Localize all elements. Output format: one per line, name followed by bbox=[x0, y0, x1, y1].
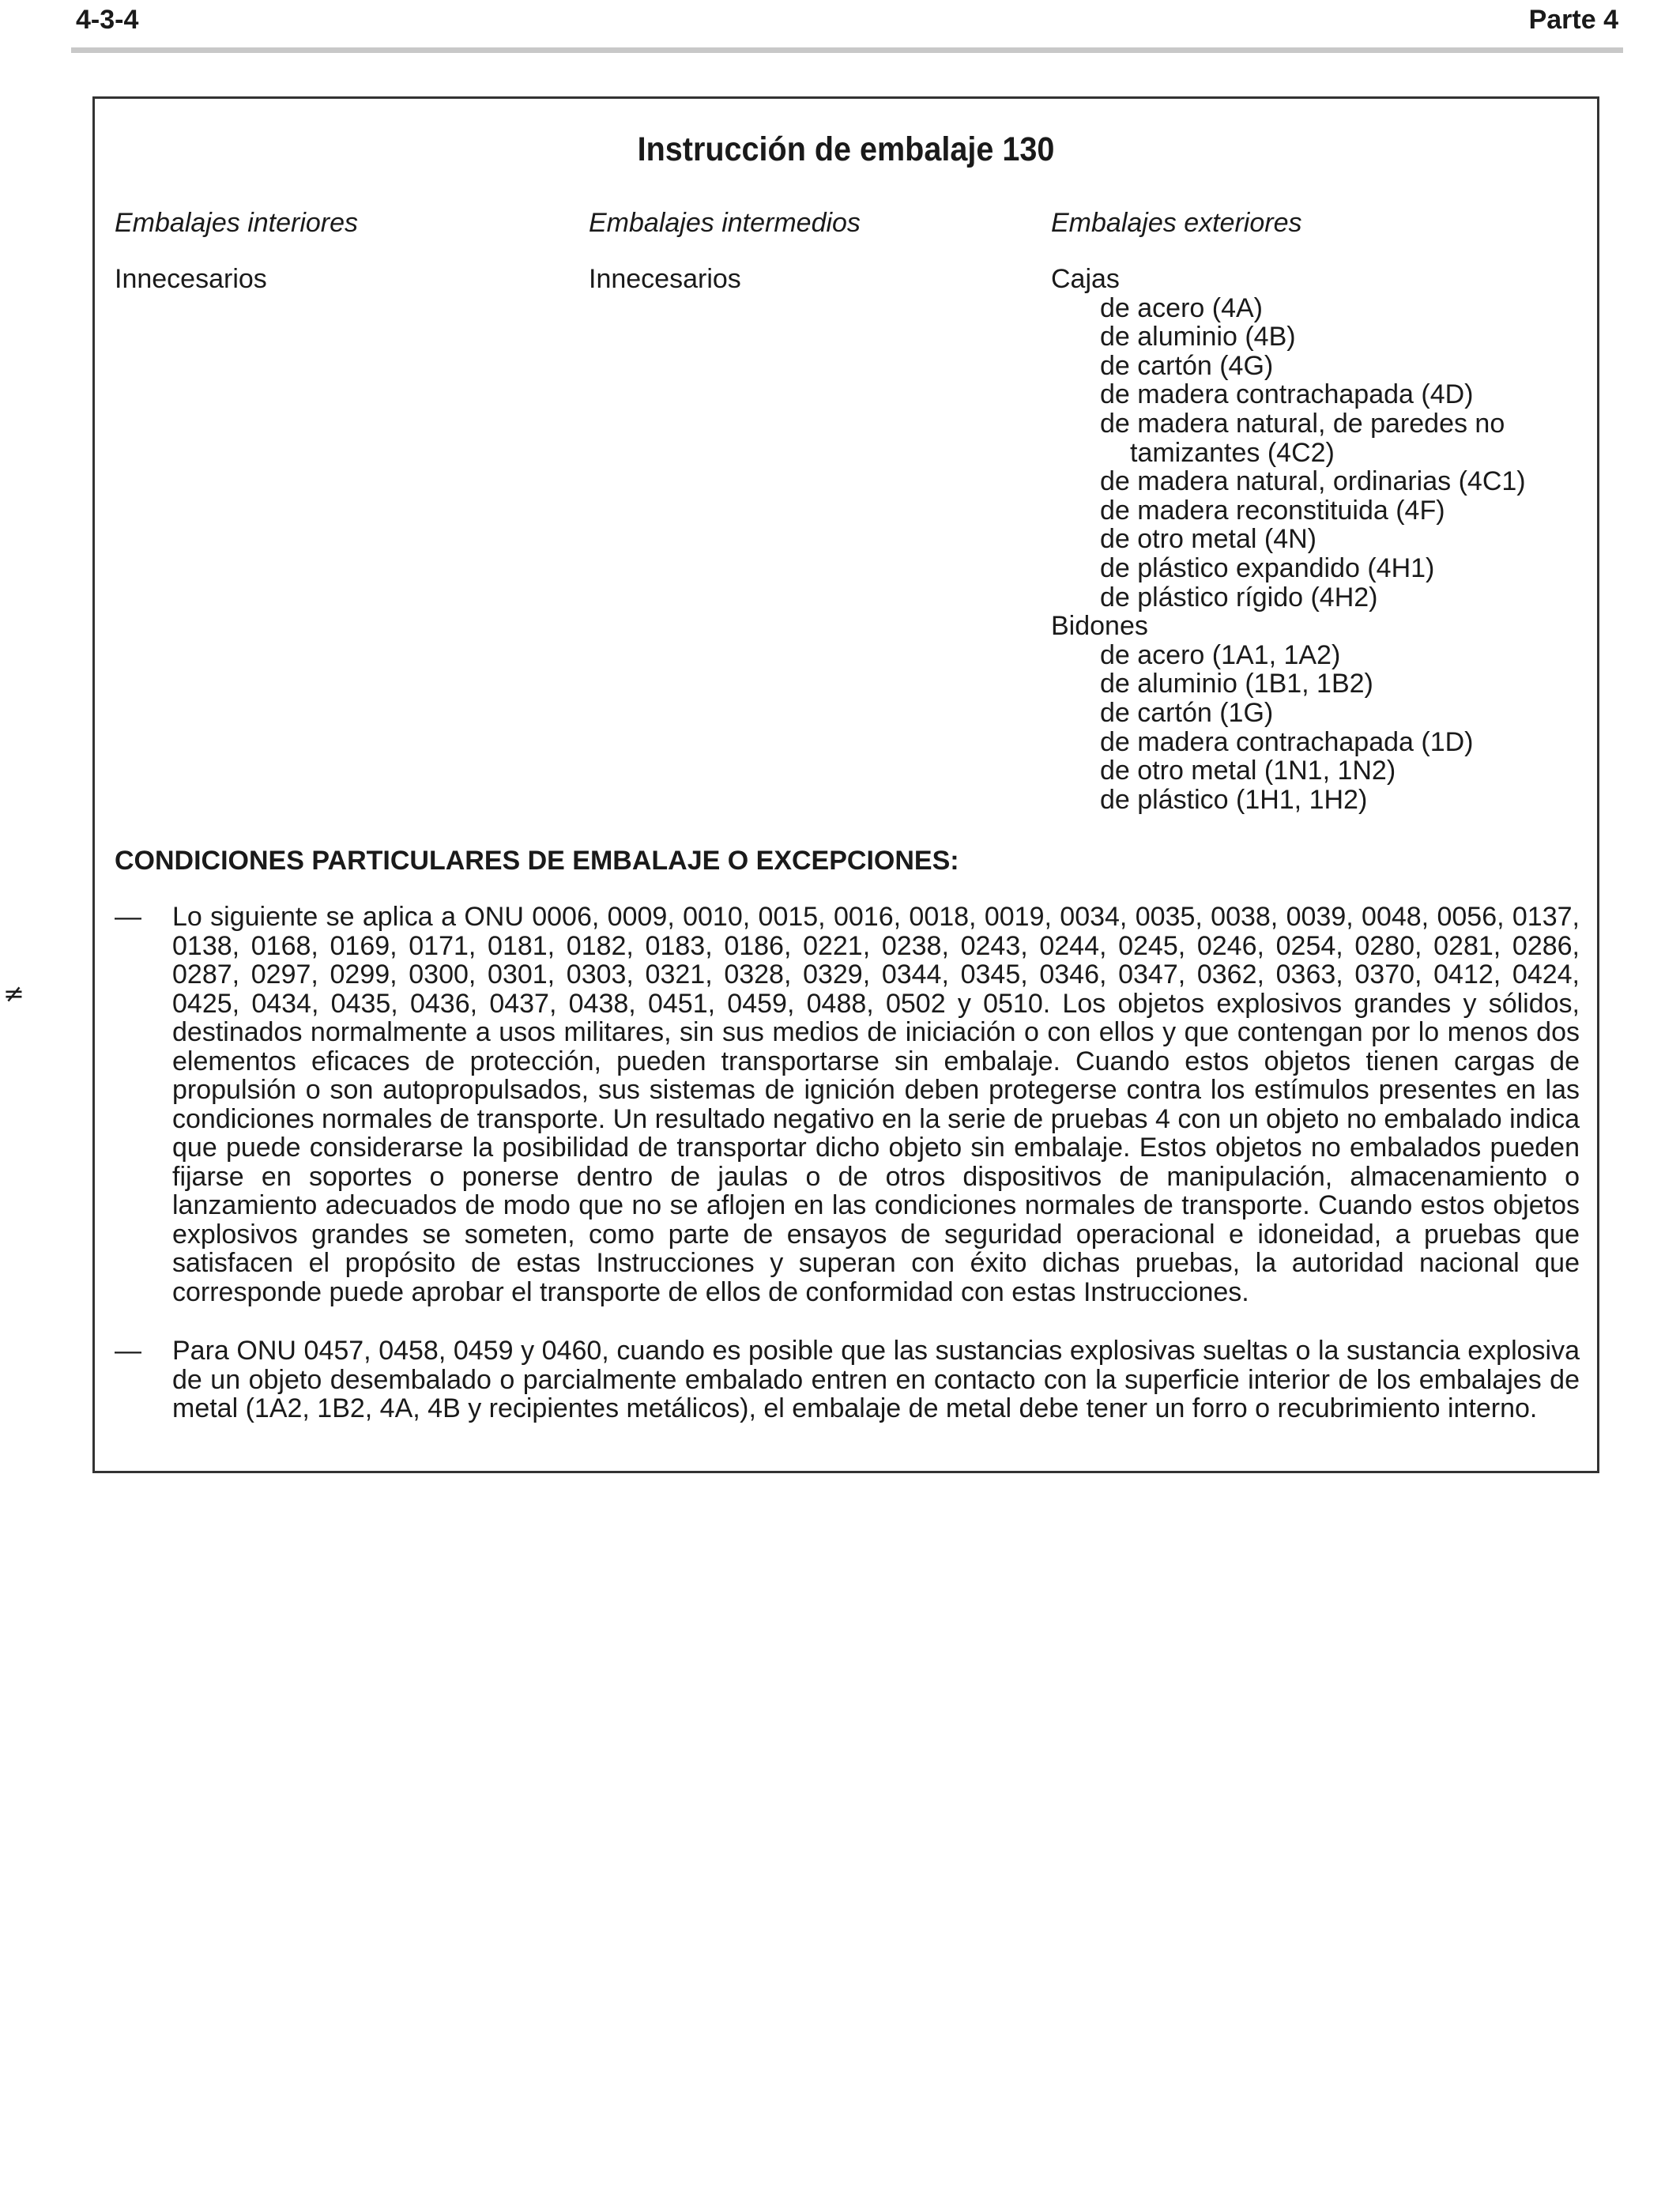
outer-item: de aluminio (4B) bbox=[1100, 322, 1296, 352]
outer-item: de otro metal (4N) bbox=[1100, 524, 1317, 555]
outer-item: de plástico expandido (4H1) bbox=[1100, 552, 1435, 583]
condition-text: Para ONU 0457, 0458, 0459 y 0460, cuando es posible que las sustancias explosivas sueltas o la sustancia explosiva de un objeto desembalado o parcialmente embalado entren en contacto con la superficie interior de los embalajes de metal (1A2, 1B2, 4A, 4B y recipientes metálicos), el embalaje de metal debe tener un forro o recubrimiento interno. bbox=[172, 1336, 1580, 1423]
outer-item: de madera contrachapada (1D) bbox=[1100, 726, 1474, 757]
inner-packagings-heading: Embalajes interiores bbox=[115, 208, 359, 238]
condition-paragraph bbox=[115, 1336, 1580, 1423]
outer-item: de otro metal (1N1, 1N2) bbox=[1100, 756, 1396, 786]
outer-item-continuation-text: tamizantes (4C2) bbox=[1130, 437, 1335, 468]
condition-text: Lo siguiente se aplica a ONU 0006, 0009, 0010, 0015, 0016, 0018, 0019, 0034, 0035, 0038, 0039, 0048, 0056, 0137, 0138, 0168, 0169, 0171, 0181, 0182, 0183, 0186, 0221, 0238, 0243, 0244, 0245, 0246, 0254, 0280, 0281, 0286, 0287, 0297, 0299, 0300, 0301, 0303, 0321, 0328, 0329, 0344, 0345, 0346, 0347, 0362, 0363, 0370, 0412, 0424, 0425, 0434, 0435, 0436, 0437, 0438, 0451, 0459, 0488, 0502 y 0510. Los objetos explosivos grandes y sólidos, destinados normalmente a usos militares, sin sus medios de iniciación o con ellos y que contengan por lo menos dos elementos eficaces de protección, pueden transportarse sin embalaje. Cuando estos objetos tienen cargas de propulsión o son autopropulsados, sus sistemas de ignición deben protegerse contra los estímulos presentes en las condiciones normales de transporte. Un resultado negativo en la serie de pruebas 4 con un objeto no embalado indica que puede considerarse la posibilidad de transportar dicho objeto sin embalaje. Estos objetos no embalados pueden fijarse en soportes o ponerse dentro de jaulas o de otros dispositivos de manipulación, almacenamiento o lanzamiento adecuados de modo que no se aflojen en las condiciones normales de transporte. Cuando estos objetos explosivos grandes se someten, como parte de ensayos de seguridad operacional e idoneidad, a pruebas que satisfacen el propósito de estas Instrucciones y superan con éxito dichas pruebas, la autoridad nacional que corresponde puede aprobar el transporte de ellos de conformidad con estas Instrucciones. bbox=[172, 902, 1580, 1307]
outer-item: de madera natural, ordinarias (4C1) bbox=[1100, 466, 1526, 497]
outer-item: de acero (4A) bbox=[1100, 292, 1263, 323]
outer-item-continuation bbox=[1051, 439, 1526, 468]
condition-paragraph bbox=[115, 903, 1580, 1306]
part-label: Parte 4 bbox=[1528, 5, 1618, 35]
margin-change-mark: ≠ bbox=[3, 978, 24, 1008]
outer-item: de cartón (4G) bbox=[1100, 350, 1274, 381]
outer-item: de acero (1A1, 1A2) bbox=[1100, 639, 1341, 670]
inner-packagings-value: Innecesarios bbox=[115, 264, 267, 294]
outer-item: de madera reconstituida (4F) bbox=[1100, 495, 1445, 526]
outer-item: de madera contrachapada (4D) bbox=[1100, 379, 1474, 410]
outer-item: de plástico rígido (4H2) bbox=[1100, 582, 1378, 613]
packing-instruction-box bbox=[92, 96, 1599, 1473]
conditions-heading: CONDICIONES PARTICULARES DE EMBALAJE O EXCEPCIONES: bbox=[115, 846, 959, 876]
outer-item: de aluminio (1B1, 1B2) bbox=[1100, 669, 1373, 699]
outer-item: de cartón (1G) bbox=[1100, 697, 1274, 728]
em-dash-bullet: — bbox=[115, 1336, 141, 1366]
outer-packagings-heading: Embalajes exteriores bbox=[1051, 208, 1302, 238]
intermediate-packagings-value: Innecesarios bbox=[589, 264, 741, 294]
intermediate-packagings-heading: Embalajes intermedios bbox=[589, 208, 861, 238]
outer-group-label: Cajas bbox=[1051, 264, 1120, 294]
header-rule bbox=[71, 47, 1623, 53]
outer-item: de plástico (1H1, 1H2) bbox=[1100, 784, 1368, 815]
section-number: 4-3-4 bbox=[76, 5, 139, 35]
outer-item: de madera natural, de paredes no bbox=[1100, 408, 1505, 439]
instruction-title: Instrucción de embalaje 130 bbox=[637, 130, 1055, 168]
outer-packagings-list bbox=[1051, 265, 1526, 814]
outer-group-label: Bidones bbox=[1051, 611, 1148, 642]
em-dash-bullet: — bbox=[115, 902, 141, 932]
